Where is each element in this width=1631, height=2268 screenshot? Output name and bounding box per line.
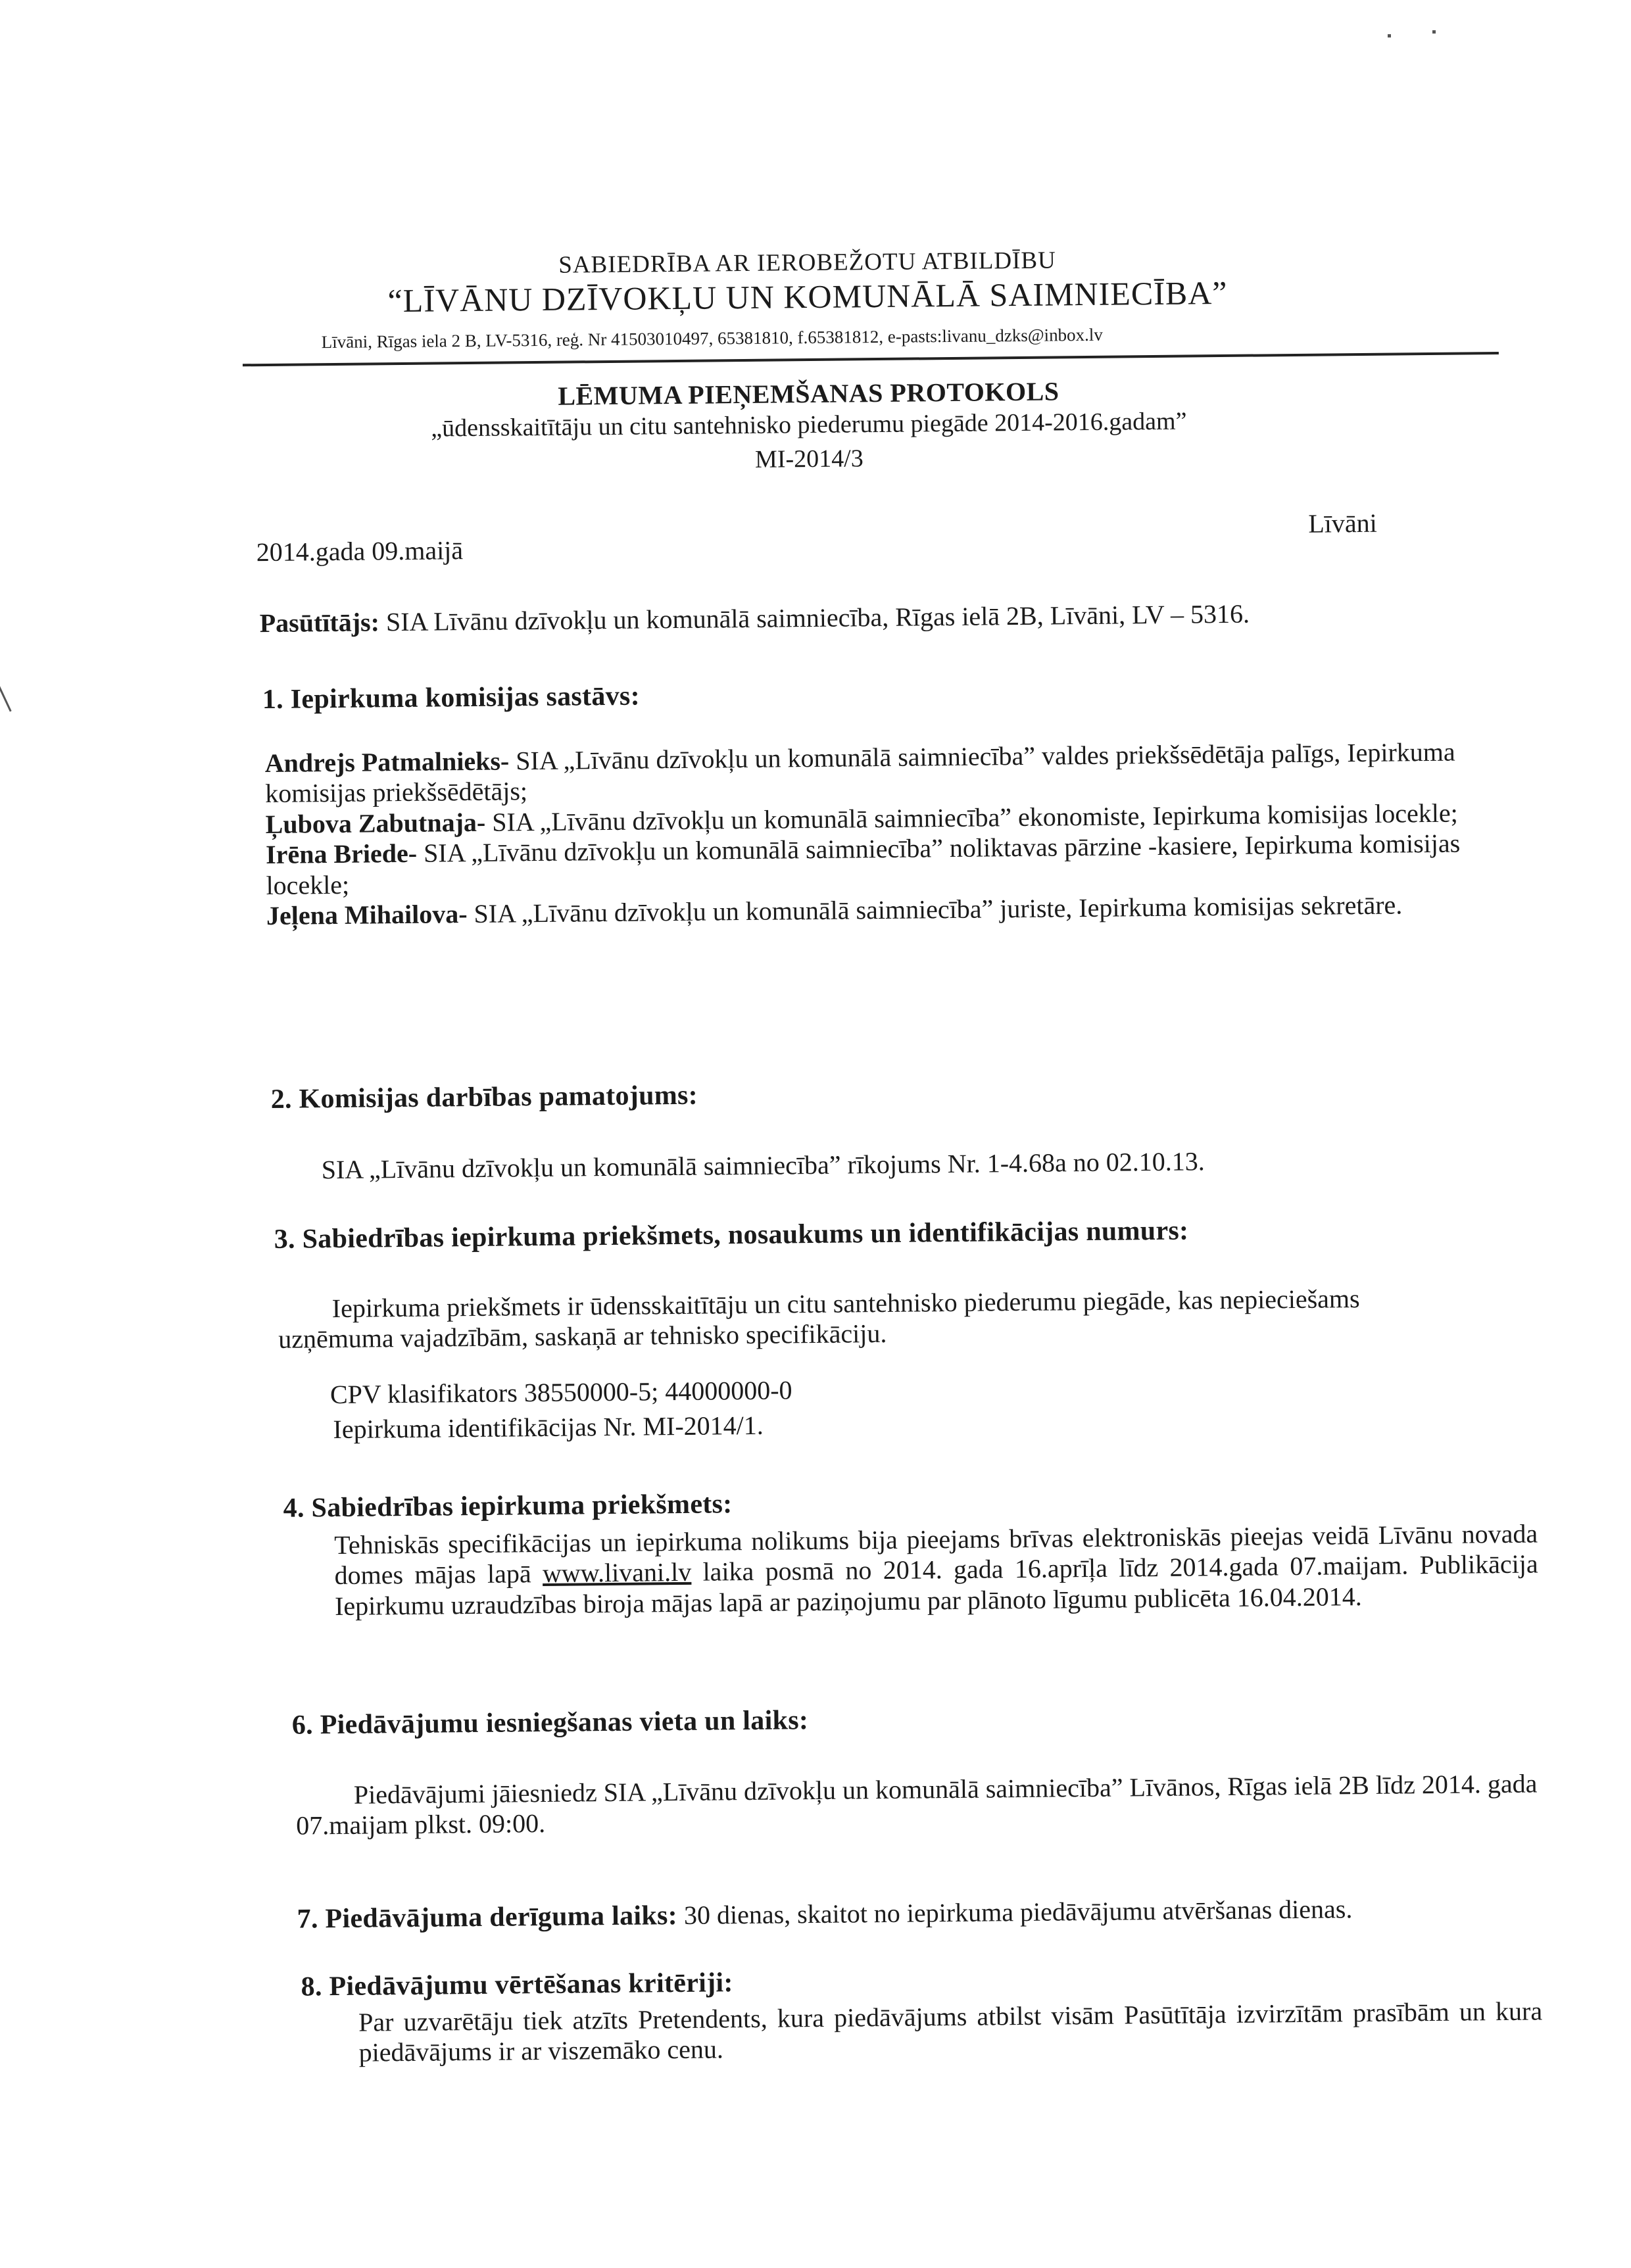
scan-speck <box>1388 34 1391 37</box>
letterhead-org-type: SABIEDRĪBA AR IEROBEŽOTU ATBILDĪBU <box>558 247 1056 279</box>
member-2-role: SIA „Līvānu dzīvokļu un komunālā saimniecība” ekonomiste, Iepirkuma komisijas locekle; <box>485 798 1458 837</box>
document-title: LĒMUMA PIEŅEMŠANAS PROTOKOLS <box>558 376 1059 411</box>
section-4-heading: 4. Sabiedrības iepirkuma priekšmets: <box>283 1489 733 1524</box>
letterhead-address: Līvāni, Rīgas iela 2 B, LV-5316, reģ. Nr 41503010497, 65381810, f.65381812, e-pasts:livanu_dzks@inbox.lv <box>321 324 1103 352</box>
letterhead-org-name: “LĪVĀNU DZĪVOKĻU UN KOMUNĀLĀ SAIMNIECĪBA” <box>387 274 1228 320</box>
section-3-text: Iepirkuma priekšmets ir ūdensskaitītāju un citu santehnisko piederumu piegāde, kas nepieciešams uzņēmuma vajadzībām, saskaņā ar tehnisko specifikāciju. <box>278 1284 1360 1355</box>
section-7-line <box>297 1893 1352 1936</box>
section-1-heading: 1. Iepirkuma komisijas sastāvs: <box>262 681 641 715</box>
section-3-heading: 3. Sabiedrības iepirkuma priekšmets, nosaukums un identifikācijas numurs: <box>274 1215 1189 1255</box>
member-4-name: Jeļena Mihailova- <box>266 899 468 930</box>
section-4-text-after: laika posmā no 2014. gada 16.aprīļa līdz 2014.gada 07.maijam. Publikācija Iepirkumu uzraudzības biroja mājas lapā ar paziņojumu par plānoto līgumu publicēta 16.04.2014. <box>334 1549 1538 1621</box>
member-3-name: Irēna Briede- <box>265 838 418 870</box>
scan-speck <box>1432 30 1436 34</box>
section-8-text: Par uzvarētāju tiek atzīts Pretendents, kura piedāvājums atbilst visām Pasūtītāja izvirzītām prasībām un kura piedāvājums ir ar viszemāko cenu. <box>358 1996 1543 2068</box>
section-6-text: Piedāvājumi jāiesniedz SIA „Līvānu dzīvokļu un komunālā saimniecība” Līvānos, Rīgas ielā 2B līdz 2014. gada 07.maijam plkst. 09:00. <box>296 1768 1538 1841</box>
customer-label: Pasūtītājs: <box>259 607 380 639</box>
section-7-text: 30 dienas, skaitot no iepirkuma piedāvājumu atvēršanas dienas. <box>677 1894 1353 1931</box>
member-1-name: Andrejs Patmalnieks- <box>264 746 510 779</box>
member-3-role: SIA „Līvānu dzīvokļu un komunālā saimniecība” noliktavas pārzine -kasiere, Iepirkuma komisijas locekle; <box>266 828 1461 900</box>
member-2-name: Ļubova Zabutnaja- <box>265 807 486 839</box>
livani-website-link[interactable]: www.livani.lv <box>542 1557 692 1589</box>
letterhead-divider <box>243 352 1499 366</box>
section-7-heading: 7. Piedāvājuma derīguma laiks: <box>297 1900 678 1935</box>
customer-value: SIA Līvānu dzīvokļu un komunālā saimniecība, Rīgas ielā 2B, Līvāni, LV – 5316. <box>379 598 1250 637</box>
member-4-role: SIA „Līvānu dzīvokļu un komunālā saimniecība” juriste, Iepirkuma komisijas sekretāre. <box>467 890 1403 929</box>
document-subject: „ūdensskaitītāju un citu santehnisko piederumu piegāde 2014-2016.gadam” <box>431 407 1187 443</box>
customer-line <box>260 598 1250 639</box>
section-4-text <box>334 1518 1538 1622</box>
section-8-heading: 8. Piedāvājumu vērtēšanas kritēriji: <box>301 1967 733 2002</box>
section-2-heading: 2. Komisijas darbības pamatojums: <box>270 1080 698 1115</box>
protocol-date: 2014.gada 09.maijā <box>256 535 464 567</box>
member-3 <box>266 828 1493 901</box>
section-3-cpv: CPV klasifikators 38550000-5; 44000000-0 <box>329 1375 792 1410</box>
member-1 <box>265 736 1492 809</box>
protocol-place: Līvāni <box>1308 508 1377 539</box>
commission-members <box>265 736 1494 931</box>
section-6-heading: 6. Piedāvājumu iesniegšanas vieta un laiks: <box>291 1705 809 1741</box>
section-2-text: SIA „Līvānu dzīvokļu un komunālā saimniecība” rīkojums Nr. 1-4.68a no 02.10.13. <box>321 1146 1205 1185</box>
section-3-id: Iepirkuma identifikācijas Nr. MI-2014/1. <box>333 1410 764 1445</box>
section-4-text-before: Tehniskās specifikācijas un iepirkuma nolikums bija pieejams brīvas elektroniskās pieejas veidā Līvānu novada domes mājas lapā <box>333 1518 1538 1591</box>
member-1-role: SIA „Līvānu dzīvokļu un komunālā saimniecība” valdes priekšsēdētāja palīgs, Iepirkuma komisijas priekšsēdētājs; <box>265 736 1455 809</box>
document-number: MI-2014/3 <box>754 445 864 473</box>
